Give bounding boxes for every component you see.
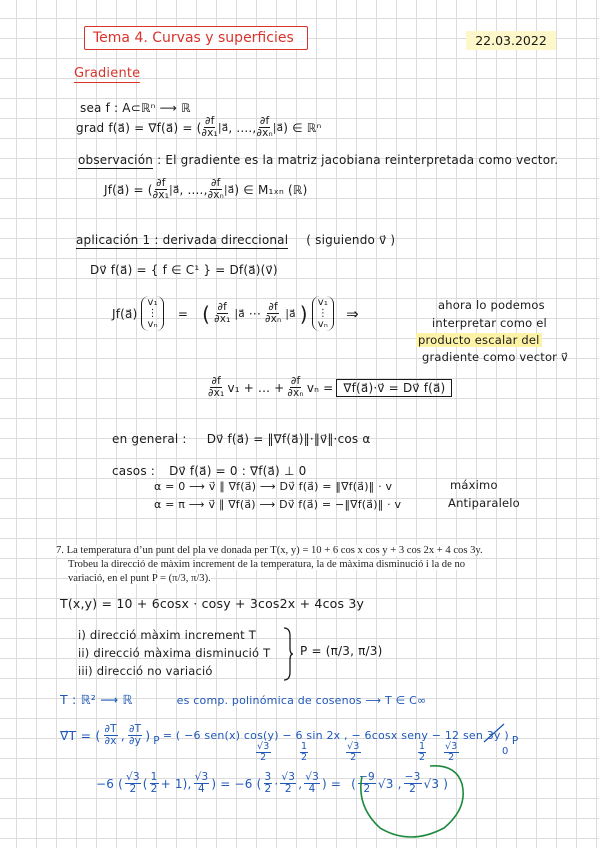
aplicacion-heading: aplicación 1 : derivada direccional: [76, 233, 289, 247]
aplicacion-note: ( siguiendo v⃗ ): [306, 233, 396, 247]
under-value-2-den: 2: [301, 751, 308, 763]
vector-v-right-mid: ⋮: [317, 308, 329, 319]
grad-t-close: ): [145, 728, 151, 744]
under-value-3-num: √3: [347, 741, 360, 752]
boxed-result: ∇f(a⃗)·v⃗ = Dv⃗ f(a⃗): [336, 379, 452, 397]
gradient-expression: ∇⃗T = ( $\frac{\partial T}{\partial x}$ , $\frac{\partial T}{\partial y}$ ) P = ( −6 sen(x) cos(y) − 6 sin 2x , − 6cosx seny − 12 sen 3y ) P: [60, 723, 519, 748]
casos-line: [112, 464, 306, 478]
brace-icon: [282, 626, 294, 682]
under-value-2: [300, 742, 308, 763]
grad-t-frac-1: [104, 724, 118, 747]
casos-label: casos :: [112, 464, 156, 478]
vector-v-left-bot: vₙ: [147, 319, 158, 330]
eval-f: ,: [298, 776, 303, 791]
eval-frac-f: [304, 772, 320, 795]
grad-sub-1: |a⃗: [217, 121, 229, 134]
jac-frac-2-num: ∂f: [211, 177, 221, 189]
eval-result-tail-1: √3 ,: [377, 776, 402, 791]
under-value-4-num: 1: [419, 741, 426, 752]
eval-frac-b-num: 1: [150, 771, 158, 783]
sum-mid: v₁ + ... +: [227, 380, 285, 395]
eval-frac-e: [280, 772, 296, 795]
jac-frac-2-den: ∂xₙ: [207, 189, 225, 202]
eval-frac-d-num: 3: [264, 771, 272, 783]
under-value-6: 0: [502, 746, 509, 757]
eval-frac-a-num: √3: [126, 771, 140, 783]
grad-lhs: grad f(a⃗) = ∇f(a⃗) = (: [76, 120, 202, 135]
item-no-variation: iii) direcció no variació: [78, 664, 213, 678]
temperature-definition: T(x,y) = 10 + 6cosx · cosy + 3cos2x + 4cos 3y: [60, 596, 365, 611]
jf-lhs: Jf(a⃗): [112, 306, 138, 321]
eval-result-frac-2-den: 2: [409, 783, 417, 796]
eval-c: + 1),: [160, 776, 192, 791]
vector-v-left-mid: ⋮: [147, 308, 158, 319]
sum-frac-2: [287, 376, 303, 399]
caso-3: α = π ⟶ v⃗ ∥ ∇f(a⃗) ⟶ Dv⃗ f(a⃗) = −‖∇f(a⃗)‖ · v: [154, 498, 402, 511]
item-max-decrease: ii) direcció màxima disminució T: [78, 646, 271, 660]
row-frac-1-num: ∂f: [217, 300, 228, 313]
grad-frac-2-den: ∂xₙ: [256, 127, 273, 140]
observacion-label: observación: [78, 153, 154, 167]
eval-frac-f-den: 4: [308, 783, 316, 796]
jacobian-times-vector: [112, 296, 359, 331]
eval-frac-f-num: √3: [305, 771, 319, 783]
under-value-5-den: 2: [448, 751, 455, 763]
eval-result-open: (: [351, 776, 357, 791]
t-map-line: [60, 692, 426, 707]
row-open-paren: (: [202, 301, 211, 326]
jac-frac-1: [153, 178, 169, 201]
grad-frac-1-den: ∂x₁: [201, 127, 218, 140]
interpretation-line-2: interpretar como el: [432, 316, 547, 330]
eval-d: ) = −6 (: [211, 776, 262, 791]
grad-t-lhs: ∇⃗T = (: [60, 728, 101, 744]
directional-derivative-def: Dv⃗ f(a⃗) = { f ∈ C¹ } = Df(a⃗)(v⃗): [90, 263, 278, 277]
grad-t-frac-1-num: ∂T: [104, 723, 117, 735]
equals-sign: =: [177, 306, 189, 321]
grad-sub-2: |a⃗: [272, 121, 284, 134]
eval-frac-e-num: √3: [281, 771, 296, 783]
jacobian-definition: [104, 178, 308, 201]
grad-frac-2: [256, 116, 272, 139]
grad-t-frac-2-den: ∂y: [129, 735, 142, 748]
vector-v-right-top: v₁: [317, 297, 329, 308]
en-general-eq: Dv⃗ f(a⃗) = ‖∇f(a⃗)‖·‖v⃗‖·cos α: [206, 432, 371, 446]
row-frac-2-num: ∂f: [268, 300, 278, 313]
caso-2: α = 0 ⟶ v⃗ ∥ ∇f(a⃗) ⟶ Dv⃗ f(a⃗) = ‖∇f(a⃗)‖ · v: [154, 480, 393, 493]
problem-line-2: Trobeu la direcció de màxim increment de la temperatura, la de màxima disminució i la de no: [68, 559, 466, 570]
scalar-product-line: [208, 376, 452, 399]
item-max-increment: i) direcció màxim increment T: [78, 628, 256, 642]
page-date: 22.03.2022: [466, 31, 556, 50]
sum-frac-1: [208, 376, 224, 399]
grad-frac-2-num: ∂f: [259, 115, 270, 127]
caso-1: Dv⃗ f(a⃗) = 0 : ∇f(a⃗) ⊥ 0: [169, 464, 307, 478]
eval-frac-b: [150, 772, 159, 795]
problem-line-3: variació, en el punt P = (π/3, π/3).: [68, 573, 211, 584]
caso-2-note: máximo: [450, 478, 498, 492]
eval-g: ) =: [321, 776, 342, 791]
grad-t-frac-1-den: ∂x: [104, 735, 117, 748]
interpretation-line-1: ahora lo podemos: [438, 298, 545, 312]
vector-v-left-top: v₁: [147, 297, 158, 308]
vector-v-right: [312, 296, 334, 331]
green-circle-mark-icon: [350, 756, 474, 844]
under-value-4-den: 2: [419, 751, 426, 763]
eval-result-frac-1-den: 2: [363, 783, 371, 796]
row-sub-2: |a⃗: [285, 307, 296, 320]
row-frac-1: [214, 302, 230, 325]
interpretation-line-4: gradiente como vector v⃗: [422, 350, 568, 364]
eval-frac-e-den: 2: [284, 783, 292, 796]
under-value-1: [256, 742, 271, 763]
eval-frac-c: [194, 772, 210, 795]
eval-result-frac-1-num: −9: [359, 771, 375, 783]
en-general-label: en general :: [112, 432, 187, 446]
en-general-line: [112, 432, 370, 446]
problem-line-1: [56, 545, 483, 556]
row-sub-1: |a⃗: [234, 307, 245, 320]
grad-t-expr-sub: P: [511, 734, 519, 747]
under-value-2-num: 1: [301, 741, 308, 752]
t-map: T : ℝ² ⟶ ℝ: [60, 692, 133, 707]
jac-frac-1-num: ∂f: [156, 177, 166, 189]
jac-mid: , ....,: [179, 182, 208, 197]
problem-text-1: La temperatura d’un punt del pla ve donada per T(x, y) = 10 + 6 cos x cos y + 3 cos 2x + 4 cos 3y.: [66, 545, 483, 556]
strike-mark-icon: [482, 722, 506, 744]
jac-lhs: Jf(a⃗) = (: [104, 182, 153, 197]
caso-3-note: Antiparalelo: [448, 496, 520, 510]
grad-rhs: ) ∈ ℝⁿ: [283, 120, 322, 135]
vector-v-left: [141, 296, 163, 331]
eval-frac-d-den: 2: [264, 783, 272, 796]
grad-t-frac-2-num: ∂T: [128, 723, 142, 735]
grad-t-frac-2: [128, 724, 142, 747]
implies-arrow: ⇒: [346, 304, 359, 323]
eval-frac-a: [125, 772, 141, 795]
observacion-text: : El gradiente es la matriz jacobiana reinterpretada como vector.: [157, 153, 559, 167]
sum-frac-1-den: ∂x₁: [208, 387, 225, 400]
sum-frac-2-den: ∂xₙ: [287, 387, 304, 400]
eval-frac-c-num: √3: [194, 771, 209, 783]
sum-end: vₙ =: [306, 380, 334, 395]
jac-sub-1: |a⃗: [169, 183, 180, 196]
jac-frac-1-den: ∂x₁: [152, 189, 170, 202]
grad-frac-1-num: ∂f: [204, 115, 215, 127]
observacion-line: [78, 153, 558, 167]
point-p: P = (π/3, π/3): [300, 644, 383, 658]
grad-t-sub: P: [153, 734, 160, 747]
eval-e: ·: [274, 776, 279, 791]
grad-mid: , ....,: [228, 120, 257, 135]
eval-frac-a-den: 2: [129, 783, 137, 796]
eval-frac-c-den: 4: [198, 783, 205, 796]
grad-definition: [76, 116, 322, 139]
eval-a: −6 (: [96, 776, 123, 791]
eval-b: (: [142, 776, 148, 791]
grad-t-expr: = ( −6 sen(x) cos(y) − 6 sin 2x , − 6cosx seny − 12 sen 3y ): [162, 729, 509, 743]
problem-number: 7.: [56, 545, 64, 556]
row-frac-1-den: ∂x₁: [214, 313, 231, 325]
t-map-note: es comp. polinómica de cosenos ⟶ T ∈ C∞: [176, 694, 427, 707]
under-value-1-num: √3: [257, 741, 270, 752]
jac-rhs: ) ∈ M₁ₓₙ (ℝ): [234, 182, 308, 197]
page-title: Tema 4. Curvas y superficies: [84, 26, 308, 50]
row-close-paren: ): [299, 301, 308, 326]
under-value-3-den: 2: [350, 751, 357, 763]
eval-result-frac-2-num: −3: [404, 771, 421, 783]
row-frac-2: [265, 302, 281, 325]
row-dots: ···: [248, 306, 261, 321]
eval-frac-b-den: 2: [150, 783, 158, 796]
interpretation-line-3: producto escalar del: [418, 333, 540, 347]
grad-frac-1: [202, 116, 218, 139]
jac-frac-2: [208, 178, 224, 201]
eval-result-tail-2: √3 ): [423, 776, 449, 791]
vector-v-right-bot: vₙ: [317, 319, 329, 330]
eval-frac-d: [264, 772, 273, 795]
row-frac-2-den: ∂xₙ: [264, 313, 282, 325]
sum-frac-2-num: ∂f: [290, 375, 301, 387]
under-value-1-den: 2: [260, 751, 267, 763]
line-sea-f: sea f : A⊂ℝⁿ ⟶ ℝ: [80, 101, 191, 115]
aplicacion-heading-line: [76, 233, 395, 247]
jac-sub-2: |a⃗: [224, 183, 235, 196]
section-heading-gradiente: Gradiente: [74, 66, 141, 81]
under-value-5-num: √3: [445, 741, 458, 752]
sum-frac-1-num: ∂f: [211, 375, 221, 387]
